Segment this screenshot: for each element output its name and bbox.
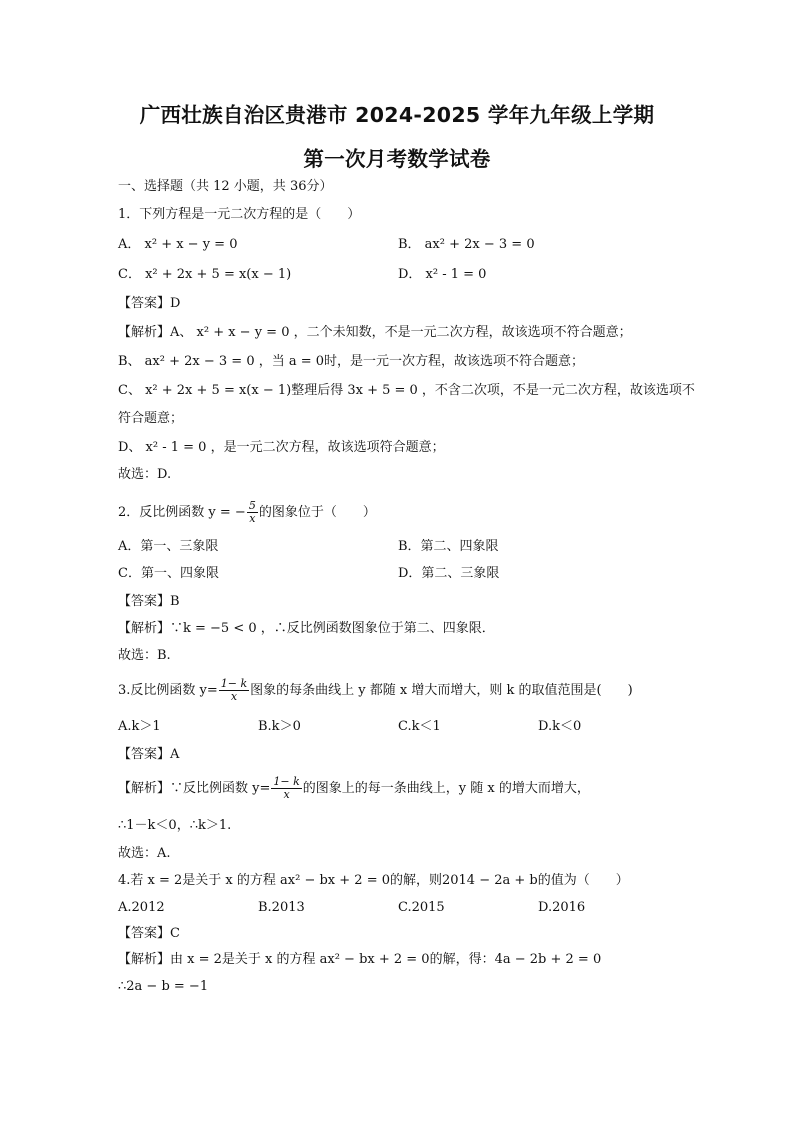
- q3-explanation-2: ∴1－k＜0，∴k＞1.: [118, 818, 232, 833]
- q3-exp-fraction: [271, 776, 301, 801]
- q3-option-b: B.k＞0: [258, 719, 301, 734]
- q2-option-a: A．第一、三象限: [118, 539, 219, 554]
- q1-option-b: B． ax² + 2x − 3 = 0: [398, 237, 535, 252]
- q3-frac-den: x: [230, 690, 238, 703]
- q3-stem: [118, 678, 633, 703]
- page-title: 广西壮族自治区贵港市 2024-2025 学年九年级上学期: [139, 103, 655, 127]
- q2-frac-num: 5: [248, 499, 256, 512]
- q1-option-c: C． x² + 2x + 5 = x(x − 1): [118, 267, 292, 282]
- q3-option-a: A.k＞1: [118, 719, 161, 734]
- q2-answer: 【答案】B: [118, 594, 180, 609]
- q2-final: 故选：B.: [118, 648, 171, 663]
- section-heading: 一、选择题（共 12 小题，共 36分）: [118, 179, 333, 194]
- q4-option-d: D.2016: [538, 900, 586, 915]
- q1-explanation-2: B、 ax² + 2x − 3 = 0 ，当 a = 0时，是一元一次方程，故该选项不符合题意；: [118, 354, 585, 369]
- q1-final: 故选：D.: [118, 467, 172, 482]
- q3-fraction: [219, 678, 249, 703]
- page-subtitle: 第一次月考数学试卷: [303, 147, 491, 171]
- q3-frac-num: 1− k: [220, 677, 248, 690]
- q1-option-a: A． x² + x − y = 0: [118, 237, 238, 252]
- q1-stem: 1．下列方程是一元二次方程的是（ ）: [118, 207, 361, 222]
- q1-explanation-4: 符合题意；: [118, 411, 184, 426]
- q3-exp-pre: 【解析】∵反比例函数 y=: [118, 781, 271, 796]
- q1-explanation-1: 【解析】A、 x² + x − y = 0 ，二个未知数，不是一元二次方程，故该选项不符合题意；: [118, 325, 632, 340]
- q1-answer: 【答案】D: [118, 296, 181, 311]
- q4-explanation: 【解析】由 x = 2是关于 x 的方程 ax² − bx + 2 = 0的解，得：4a − 2b + 2 = 0: [118, 952, 602, 967]
- q2-frac-den: x: [249, 512, 256, 525]
- q2-option-b: B．第二、四象限: [398, 539, 499, 554]
- q3-stem-post: 图象的每条曲线上 y 都随 x 增大而增大，则 k 的取值范围是( ): [250, 683, 633, 698]
- q3-stem-pre: 3.反比例函数 y=: [118, 683, 218, 698]
- q3-exp-den: x: [283, 788, 290, 801]
- q4-stem: 4.若 x = 2是关于 x 的方程 ax² − bx + 2 = 0的解，则2014 − 2a + b的值为（ ）: [118, 873, 629, 888]
- q2-stem: [118, 500, 376, 525]
- q2-fraction: [247, 500, 258, 525]
- q3-exp-post: 的图象上的每一条曲线上，y 随 x 的增大而增大，: [302, 781, 590, 796]
- q4-explanation-2: ∴2a − b = −1: [118, 979, 209, 994]
- q2-explanation: 【解析】∵k = −5 < 0 ，∴反比例函数图象位于第二、四象限．: [118, 621, 495, 636]
- q4-option-a: A.2012: [118, 900, 165, 915]
- q4-answer: 【答案】C: [118, 926, 180, 941]
- q3-answer: 【答案】A: [118, 747, 180, 762]
- q3-option-d: D.k＜0: [538, 719, 582, 734]
- q1-option-d: D． x² - 1 = 0: [398, 267, 487, 282]
- q3-exp-num: 1− k: [273, 775, 300, 788]
- q3-explanation: [118, 776, 590, 801]
- q3-final: 故选：A.: [118, 846, 171, 861]
- q4-option-c: C.2015: [398, 900, 445, 915]
- q1-explanation-3: C、 x² + 2x + 5 = x(x − 1)整理后得 3x + 5 = 0 ，不含二次项，不是一元二次方程，故该选项不: [118, 383, 695, 398]
- q2-stem-post: 的图象位于（ ）: [258, 505, 376, 520]
- q2-stem-pre: 2．反比例函数 y = −: [118, 505, 246, 520]
- q4-option-b: B.2013: [258, 900, 305, 915]
- q2-option-c: C．第一、四象限: [118, 566, 219, 581]
- q2-option-d: D．第二、三象限: [398, 566, 500, 581]
- q1-explanation-5: D、 x² - 1 = 0 ，是一元二次方程，故该选项符合题意；: [118, 440, 445, 455]
- q3-option-c: C.k＜1: [398, 719, 441, 734]
